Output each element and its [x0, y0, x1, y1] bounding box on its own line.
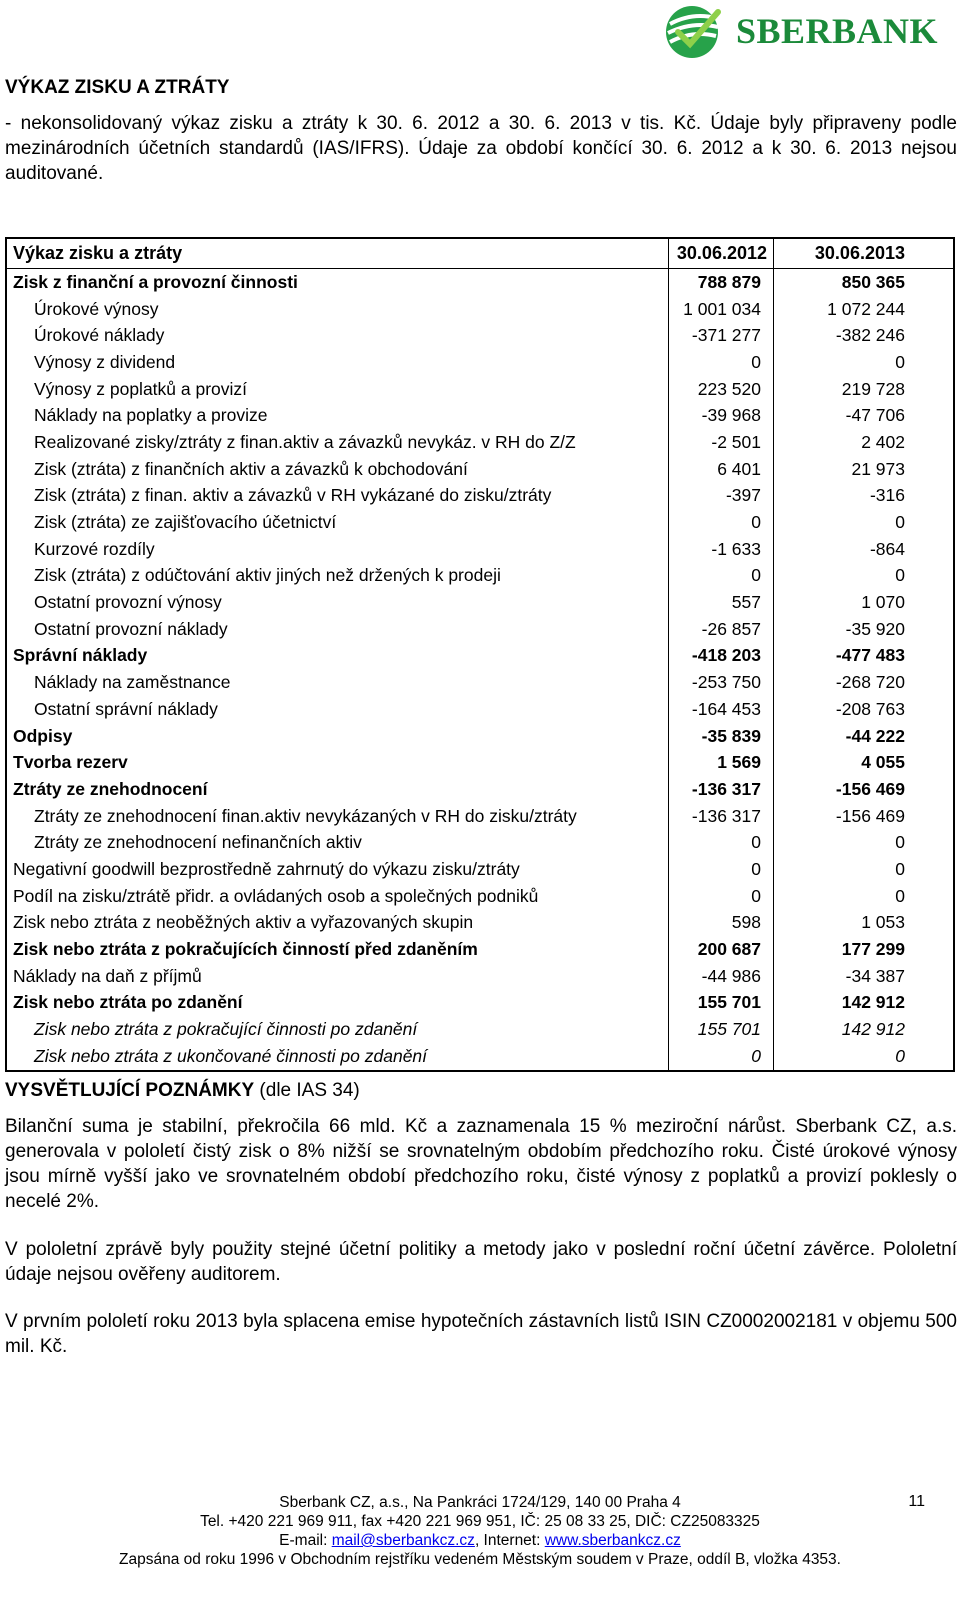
table-row: [7, 910, 953, 937]
table-row: [7, 589, 953, 616]
row-value-2013: 1 072 244: [827, 298, 905, 319]
row-label: Zisk (ztráta) z finan. aktiv a závazků v RH vykázané do zisku/ztráty: [34, 485, 552, 506]
row-value-2013: 219 728: [841, 378, 905, 399]
table-row: [7, 883, 953, 910]
page-title: VÝKAZ ZISKU A ZTRÁTY: [5, 77, 230, 98]
table-row: [7, 456, 953, 483]
row-value-2012: 0: [751, 512, 761, 533]
row-value-2012: -371 277: [691, 325, 761, 346]
notes-title-bold: VYSVĚTLUJÍCÍ POZNÁMKY: [5, 1080, 255, 1101]
row-value-2012: 0: [751, 565, 761, 586]
row-label: Ostatní správní náklady: [34, 698, 218, 719]
row-value-2013: 142 912: [841, 1019, 905, 1040]
row-value-2012: 0: [751, 858, 761, 879]
table-row: [7, 696, 953, 723]
row-label: Odpisy: [13, 725, 73, 746]
row-value-2012: 223 520: [697, 378, 761, 399]
intro-paragraph: - nekonsolidovaný výkaz zisku a ztráty k 30. 6. 2012 a 30. 6. 2013 v tis. Kč. Údaje byly připraveny podle mezinárodních účetních standardů (IAS/IFRS). Údaje za období končící 30. 6. 2012 a k 30. 6. 2013 nejsou auditované.: [5, 113, 957, 184]
row-label: Zisk nebo ztráta po zdanění: [13, 992, 243, 1013]
footer-links: [0, 1531, 960, 1550]
row-value-2012: 557: [731, 592, 761, 613]
row-label: Zisk nebo ztráta z ukončované činnosti po zdanění: [34, 1045, 428, 1066]
row-label: Ostatní provozní výnosy: [34, 592, 222, 613]
row-value-2012: 598: [731, 912, 761, 933]
table-body: [7, 269, 953, 1070]
row-value-2013: 0: [895, 512, 905, 533]
notes-paragraph-1: Bilanční suma je stabilní, překročila 66 mld. Kč a zaznamenala 15 % meziroční nárůst. Sberbank CZ, a.s. generovala v pololetí čistý zisk o 8% nižší se srovnatelným obdobím předchozího roku. Čisté úrokové výnosy jsou mírně vyšší jako ve srovnatelném období předchozího roku, čisté výnosy z poplatků a provizí poklesly o necelé 2%.: [5, 1116, 957, 1212]
table-row: [7, 776, 953, 803]
table-header-label: Výkaz zisku a ztráty: [13, 243, 183, 263]
table-row: [7, 669, 953, 696]
footer-registration: Zapsána od roku 1996 v Obchodním rejstříku vedeném Městským soudem v Praze, oddíl B, vložka 4353.: [119, 1551, 841, 1568]
row-value-2012: 0: [751, 885, 761, 906]
row-value-2012: -418 203: [691, 645, 761, 666]
row-value-2012: -39 968: [701, 405, 761, 426]
row-value-2013: 2 402: [861, 431, 905, 452]
row-value-2013: -44 222: [845, 725, 905, 746]
row-label: Ztráty ze znehodnocení nefinančních aktiv: [34, 832, 362, 853]
row-value-2013: 850 365: [841, 271, 905, 292]
row-value-2012: -35 839: [701, 725, 761, 746]
footer-address: Sberbank CZ, a.s., Na Pankráci 1724/129, 140 00 Praha 4: [279, 1494, 681, 1511]
row-value-2013: 1 070: [861, 592, 905, 613]
table-row: [7, 376, 953, 403]
sberbank-check-circle-icon: [664, 4, 722, 60]
logo-text: SBERBANK: [736, 11, 939, 51]
row-value-2013: -34 387: [845, 965, 905, 986]
row-label: Úrokové náklady: [34, 325, 165, 346]
table-row: [7, 1016, 953, 1043]
row-label: Správní náklady: [13, 645, 148, 666]
table-header-col-2013: 30.06.2013: [814, 243, 905, 263]
table-row: [7, 749, 953, 776]
row-value-2013: 0: [895, 565, 905, 586]
row-value-2013: 0: [895, 832, 905, 853]
table-row: [7, 349, 953, 376]
row-label: Ostatní provozní náklady: [34, 618, 228, 639]
row-value-2013: -47 706: [845, 405, 905, 426]
table-row: [7, 856, 953, 883]
footer-contact: Tel. +420 221 969 911, fax +420 221 969 951, IČ: 25 08 33 25, DIČ: CZ25083325: [200, 1513, 760, 1530]
table-row: [7, 269, 953, 296]
row-value-2012: 1 001 034: [683, 298, 761, 319]
row-label: Zisk (ztráta) z odúčtování aktiv jiných než držených k prodeji: [34, 565, 501, 586]
row-label: Zisk nebo ztráta z pokračující činnosti po zdanění: [34, 1019, 418, 1040]
row-label: Zisk (ztráta) ze zajišťovacího účetnictví: [34, 512, 337, 533]
row-label: Zisk nebo ztráta z neoběžných aktiv a vyřazovaných skupin: [13, 912, 474, 933]
row-value-2013: -35 920: [845, 618, 905, 639]
row-value-2013: -382 246: [835, 325, 905, 346]
row-label: Negativní goodwill bezprostředně zahrnutý do výkazu zisku/ztráty: [13, 858, 520, 879]
row-label: Podíl na zisku/ztrátě přidr. a ovládaných osob a společných podniků: [13, 885, 539, 906]
row-value-2012: 200 687: [697, 939, 761, 960]
row-label: Zisk nebo ztráta z pokračujících činností před zdaněním: [13, 939, 478, 960]
row-value-2013: -208 763: [835, 698, 905, 719]
row-value-2013: 1 053: [861, 912, 905, 933]
row-value-2013: -156 469: [835, 805, 905, 826]
table-row: [7, 616, 953, 643]
row-value-2012: 155 701: [697, 992, 761, 1013]
table-row: [7, 723, 953, 750]
table-row: [7, 563, 953, 590]
table-row: [7, 322, 953, 349]
sberbank-logo: [664, 4, 956, 62]
row-value-2012: -2 501: [711, 431, 761, 452]
internet-label: , Internet:: [474, 1532, 545, 1549]
row-label: Ztráty ze znehodnocení: [13, 778, 208, 799]
table-row: [7, 643, 953, 670]
row-label: Zisk z finanční a provozní činnosti: [13, 271, 298, 292]
row-value-2012: 155 701: [697, 1019, 761, 1040]
row-value-2013: 177 299: [841, 939, 905, 960]
email-link[interactable]: mail@sberbankcz.cz: [331, 1532, 475, 1549]
table-header-col-2012: 30.06.2012: [676, 243, 767, 263]
notes-paragraph-3: V prvním pololetí roku 2013 byla splacena emise hypotečních zástavních listů ISIN CZ0002002181 v objemu 500 mil. Kč.: [5, 1311, 957, 1357]
row-value-2013: 0: [895, 858, 905, 879]
row-value-2012: -1 633: [711, 538, 761, 559]
row-label: Úrokové výnosy: [34, 298, 159, 319]
row-label: Náklady na poplatky a provize: [34, 405, 268, 426]
table-header-row: [7, 239, 953, 269]
table-row: [7, 509, 953, 536]
row-value-2013: -156 469: [835, 778, 905, 799]
row-value-2012: -164 453: [691, 698, 761, 719]
row-value-2012: -44 986: [701, 965, 761, 986]
row-value-2012: 788 879: [697, 271, 761, 292]
table-row: [7, 429, 953, 456]
table-row: [7, 296, 953, 323]
row-value-2012: 6 401: [717, 458, 761, 479]
row-value-2012: 0: [751, 351, 761, 372]
page-number: 11: [908, 1493, 925, 1510]
table-row: [7, 1043, 953, 1070]
row-value-2012: -253 750: [691, 672, 761, 693]
row-value-2012: -26 857: [701, 618, 761, 639]
row-value-2013: -268 720: [835, 672, 905, 693]
row-label: Tvorba rezerv: [13, 752, 128, 773]
row-value-2012: 1 569: [717, 752, 761, 773]
table-row: [7, 963, 953, 990]
row-label: Výnosy z poplatků a provizí: [34, 378, 248, 399]
row-value-2013: -477 483: [835, 645, 905, 666]
row-value-2013: -864: [869, 538, 905, 559]
table-row: [7, 936, 953, 963]
notes-paragraph-2: V pololetní zprávě byly použity stejné účetní politiky a metody jako v poslední roční účetní závěrce. Pololetní údaje nejsou ověřeny auditorem.: [5, 1239, 957, 1285]
email-label: E-mail:: [279, 1532, 332, 1549]
table-row: [7, 536, 953, 563]
notes-title-rest: (dle IAS 34): [254, 1080, 360, 1101]
row-value-2012: 0: [751, 1045, 761, 1066]
row-value-2013: 0: [895, 1045, 905, 1066]
notes-title: [5, 1080, 360, 1102]
row-value-2013: 21 973: [851, 458, 905, 479]
row-value-2012: -397: [725, 485, 761, 506]
row-value-2013: -316: [869, 485, 905, 506]
row-label: Náklady na zaměstnance: [34, 672, 231, 693]
row-value-2013: 0: [895, 351, 905, 372]
row-label: Ztráty ze znehodnocení finan.aktiv nevykázaných v RH do zisku/ztráty: [34, 805, 577, 826]
row-label: Realizované zisky/ztráty z finan.aktiv a závazků nevykáz. v RH do Z/Z: [34, 431, 576, 452]
table-row: [7, 829, 953, 856]
income-statement-table: [5, 237, 955, 1072]
row-label: Náklady na daň z příjmů: [13, 965, 202, 986]
table-row: [7, 803, 953, 830]
page-footer: [0, 1493, 960, 1569]
table-row: [7, 990, 953, 1017]
row-value-2013: 4 055: [861, 752, 905, 773]
table-row: [7, 402, 953, 429]
row-value-2013: 142 912: [841, 992, 905, 1013]
row-value-2012: -136 317: [691, 778, 761, 799]
row-value-2012: -136 317: [691, 805, 761, 826]
website-link[interactable]: www.sberbankcz.cz: [544, 1532, 681, 1549]
row-label: Kurzové rozdíly: [34, 538, 155, 559]
row-label: Výnosy z dividend: [34, 351, 176, 372]
row-label: Zisk (ztráta) z finančních aktiv a závazků k obchodování: [34, 458, 468, 479]
row-value-2012: 0: [751, 832, 761, 853]
table-row: [7, 483, 953, 510]
row-value-2013: 0: [895, 885, 905, 906]
